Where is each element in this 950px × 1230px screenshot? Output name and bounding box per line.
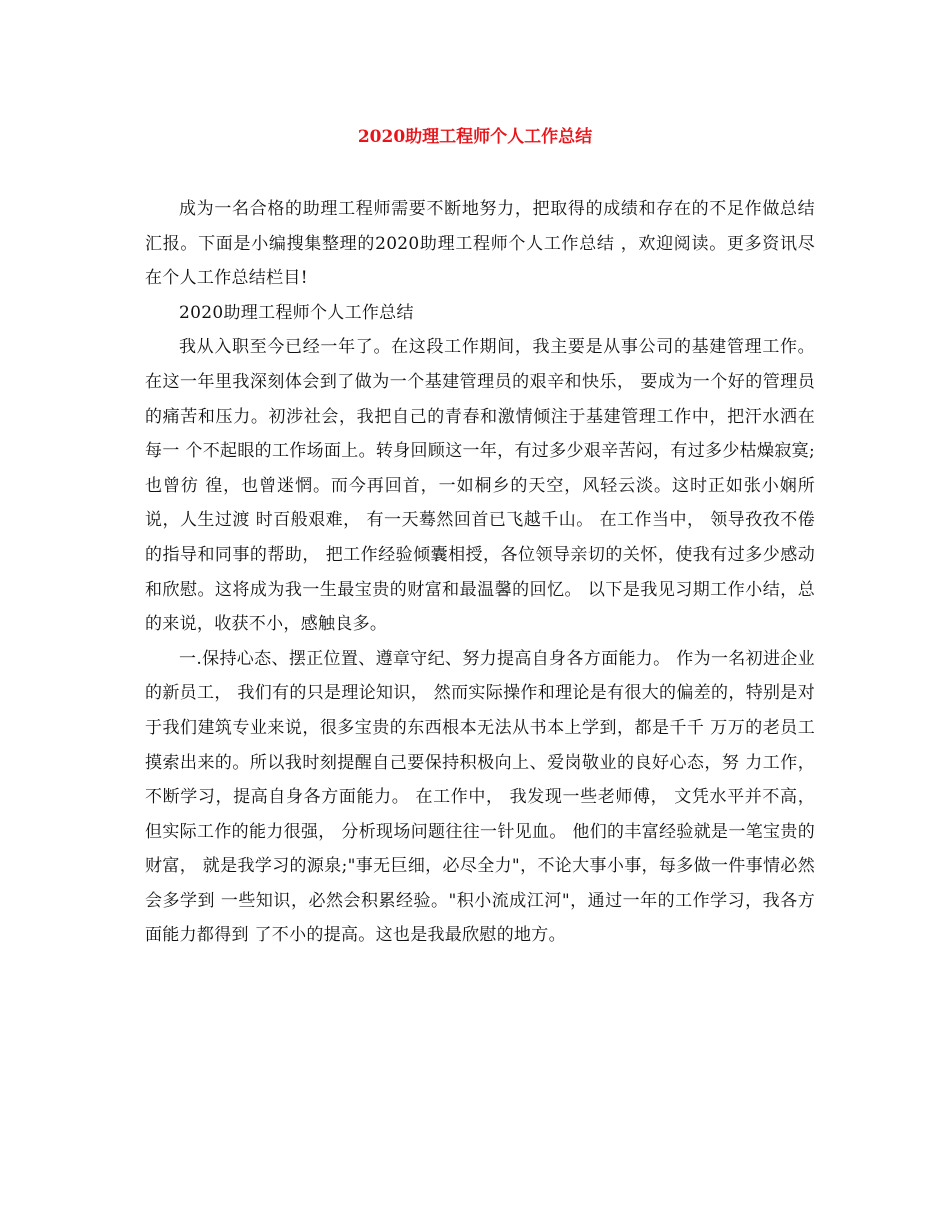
paragraph-intro: 成为一名合格的助理工程师需要不断地努力，把取得的成绩和存在的不足作做总结汇报。下面是小编搜集整理的2020助理工程师个人工作总结 ，欢迎阅读。更多资讯尽在个人工作总结栏目! xyxy=(145,199,815,289)
paragraph-reflection: 我从入职至今已经一年了。在这段工作期间，我主要是从事公司的基建管理工作。 在这一年里我深刻体会到了做为一个基建管理员的艰辛和快乐， 要成为一个好的管理员 的痛苦和压力。初涉社会，我把自己的青春和激情倾注于基建管理工作中，把汗水洒在每一 个不起眼的工作场面上。转身回顾这一年，有过多少艰辛苦闷，有过多少枯燥寂寞;也曾彷 徨，也曾迷惘。而今再回首，一如桐乡的天空，风轻云淡。这时正如张小娴所说，人生过渡 时百般艰难， 有一天蓦然回首已飞越千山。 在工作当中， 领导孜孜不倦的指导和同事的帮助， 把工作经验倾囊相授，各位领导亲切的关怀，使我有过多少感动和欣慰。这将成为我一生最宝贵的财富和最温馨的回忆。 以下是我见习期工作小结，总的来说，收获不小，感触良多。 xyxy=(145,337,815,635)
document-title: 2020助理工程师个人工作总结 xyxy=(357,127,593,147)
paragraph-section-one: 一.保持心态、摆正位置、遵章守纪、努力提高自身各方面能力。 作为一名初进企业的新员工， 我们有的只是理论知识， 然而实际操作和理论是有很大的偏差的，特别是对于我们建筑专业来说，很多宝贵的东西根本无法从书本上学到，都是千千 万万的老员工摸索出来的。所以我时刻提醒自己要保持积极向上、爱岗敬业的良好心态，努 力工作，不断学习，提高自身各方面能力。 在工作中， 我发现一些老师傅， 文凭水平并不高， 但实际工作的能力很强， 分析现场问题往往一针见血。 他们的丰富经验就是一笔宝贵的财富， 就是我学习的源泉;"事无巨细，必尽全力"，不论大事小事，每多做一件事情必然会多学到 一些知识，必然会积累经验。"积小流成江河"，通过一年的工作学习，我各方面能力都得到 了不小的提高。这也是我最欣慰的地方。 xyxy=(145,648,815,946)
paragraph-subtitle: 2020助理工程师个人工作总结 xyxy=(179,302,414,323)
document-body xyxy=(145,192,815,953)
